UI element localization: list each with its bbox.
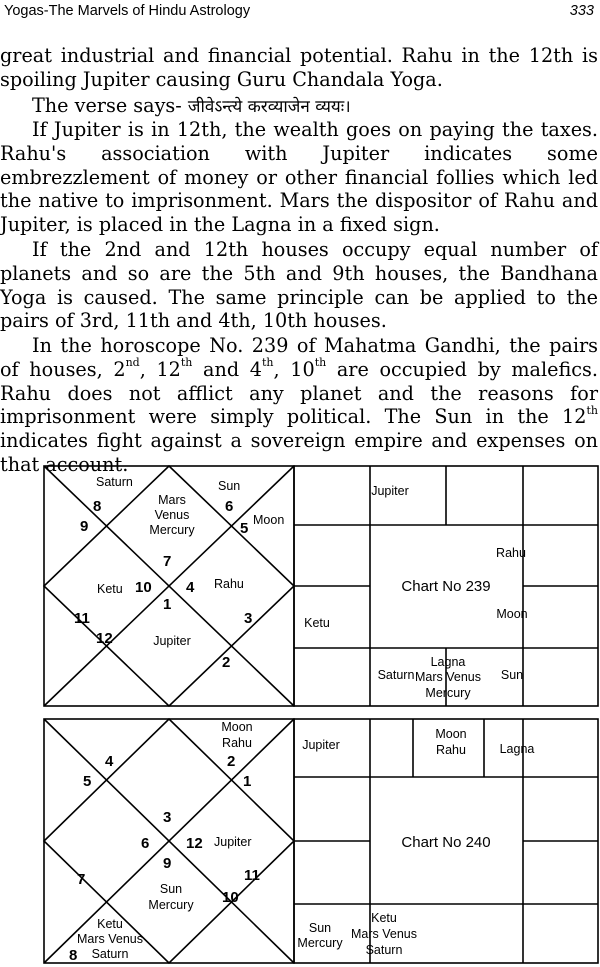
text-run: indicates fight against a sovereign empire and expenses on that account. <box>0 429 598 476</box>
planet-label: Jupiter <box>214 835 252 849</box>
paragraph-jupiter-12th: If Jupiter is in 12th, the wealth goes on paying the taxes. Rahu's association with Jupiter indicates some embrezzlement of money or other financial follies which led the native to imprisonment. Mars the dispositor of Rahu and Jupiter, is placed in the Lagna in a fixed sign. <box>0 118 598 237</box>
planet-label: Mercury <box>425 686 471 700</box>
chart-240-figure <box>0 716 600 966</box>
paragraph-bandhana-yoga: If the 2nd and 12th houses occupy equal number of planets and so are the 5th and 9th houses, the Bandhana Yoga is caused. The same principle can be applied to the pairs of 3rd, 11th and 4th, 10th houses. <box>0 238 598 333</box>
planet-label: Lagna <box>499 742 535 756</box>
house-number: 6 <box>141 835 150 852</box>
house-number: 9 <box>80 518 89 535</box>
planet-label: Sun <box>159 882 183 896</box>
planet-label: Lagna <box>430 655 466 669</box>
house-number: 3 <box>244 610 253 627</box>
text-run: are occupied by malefics. Rahu does not afflict any planet and the reasons for imprisonment were simply political. The Sun in the 12 <box>0 357 598 429</box>
planet-label: Moon <box>221 720 253 734</box>
planet-label: Ketu <box>97 917 123 931</box>
house-number: 1 <box>163 596 172 613</box>
house-number: 2 <box>227 753 236 770</box>
planet-label: Mercury <box>297 936 343 950</box>
chart-title: Chart No 239 <box>401 578 491 595</box>
planet-label: Jupiter <box>371 484 409 498</box>
planet-label: Saturn <box>96 475 133 489</box>
paragraph-line: spoiling Jupiter causing Guru Chandala Yoga. <box>0 67 443 91</box>
chart-title: Chart No 240 <box>401 834 491 851</box>
chart-239-figure <box>0 463 600 713</box>
house-number: 8 <box>69 947 78 964</box>
page-number: 333 <box>569 3 594 19</box>
planet-label: Mars <box>158 493 186 507</box>
north-indian-chart-240 <box>44 719 294 963</box>
superscript: th <box>586 404 598 417</box>
planet-label: Sun <box>500 668 524 682</box>
house-number: 10 <box>222 889 239 906</box>
superscript: th <box>262 356 274 370</box>
planet-label: Mars Venus <box>350 927 418 941</box>
house-number: 2 <box>222 654 231 671</box>
house-number: 5 <box>83 773 92 790</box>
planet-label: Mars Venus <box>76 932 144 946</box>
house-number: 3 <box>163 809 172 826</box>
planet-label: Mercury <box>149 523 195 537</box>
paragraph-verse <box>0 94 598 120</box>
chart-239-south-labels <box>304 484 528 700</box>
text-run: , 12 <box>139 357 181 381</box>
house-number: 6 <box>225 498 234 515</box>
superscript: th <box>314 356 327 370</box>
house-number: 11 <box>74 610 90 627</box>
house-number: 1 <box>243 773 252 790</box>
chart-240-south-labels <box>297 727 534 957</box>
house-number: 12 <box>96 630 113 647</box>
house-number: 7 <box>163 553 172 570</box>
paragraph-continuation <box>0 44 598 92</box>
planet-label: Ketu <box>371 911 397 925</box>
superscript: nd <box>125 356 140 370</box>
paragraph-gandhi-horoscope <box>0 334 598 477</box>
planet-label: Sun <box>218 479 241 493</box>
planet-label: Rahu <box>436 743 466 757</box>
house-number: 4 <box>186 579 195 596</box>
planet-label: Venus <box>154 508 190 522</box>
house-number: 9 <box>163 855 172 872</box>
house-number: 5 <box>240 520 249 537</box>
planet-label: Jupiter <box>153 634 191 648</box>
planet-label: Mars Venus <box>414 670 482 684</box>
house-number: 10 <box>135 579 152 596</box>
planet-label: Rahu <box>496 546 526 560</box>
house-number: 12 <box>186 835 203 852</box>
text-run: In the horoscope No. 239 of Mahatma Gandhi, the pairs of houses, 2 <box>0 334 598 381</box>
text-run: and 4 <box>192 357 262 381</box>
planet-label: Saturn <box>91 947 129 961</box>
planet-label: Moon <box>253 513 285 527</box>
house-number: 11 <box>244 867 260 884</box>
sanskrit-verse: जीवेऽन्त्ये करव्याजेन व्ययः। <box>187 97 351 117</box>
planet-label: Moon <box>496 607 528 621</box>
planet-label: Saturn <box>377 668 415 682</box>
planet-label: Rahu <box>222 736 252 750</box>
planet-label: Ketu <box>304 616 330 630</box>
house-number: 7 <box>77 871 86 888</box>
planet-label: Saturn <box>365 943 403 957</box>
house-number: 4 <box>105 753 114 770</box>
planet-label: Ketu <box>97 582 123 596</box>
text-run: , 10 <box>273 357 315 381</box>
running-header-title: Yogas-The Marvels of Hindu Astrology <box>4 3 251 19</box>
superscript: th <box>180 356 193 370</box>
planet-label: Jupiter <box>302 738 340 752</box>
house-number: 8 <box>93 498 102 515</box>
planet-label: Mercury <box>148 898 194 912</box>
planet-label: Rahu <box>214 577 244 591</box>
paragraph-line: great industrial and financial potential. Rahu in the 12th is <box>0 44 598 67</box>
planet-label: Sun <box>308 921 332 935</box>
planet-label: Moon <box>435 727 467 741</box>
verse-intro: The verse says- <box>32 94 188 117</box>
